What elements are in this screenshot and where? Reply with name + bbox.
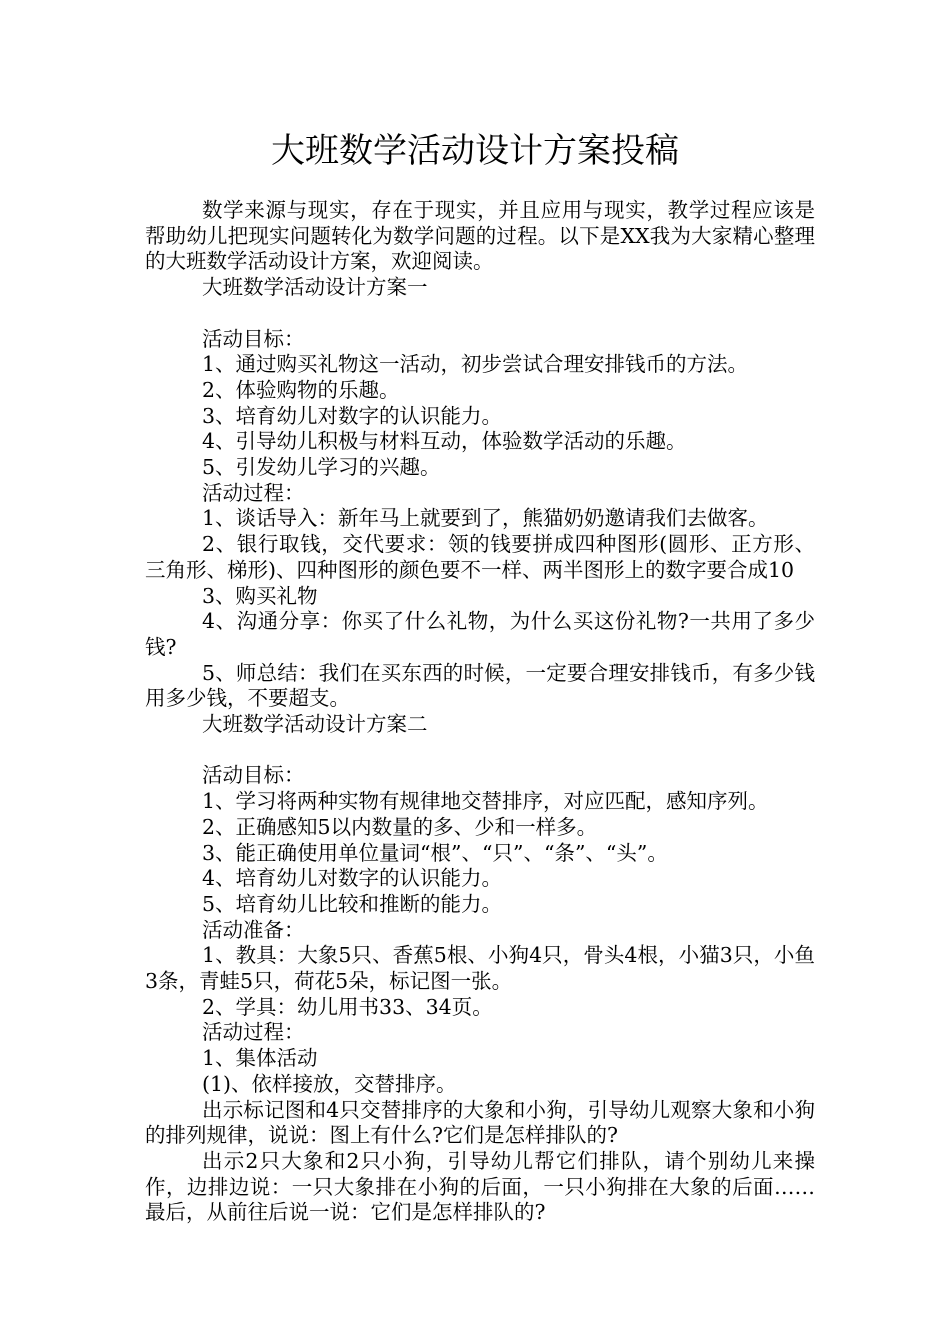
paragraph: 4、引导幼儿积极与材料互动，体验数学活动的乐趣。 [202,429,687,454]
paragraph: 3、购买礼物 [202,583,318,608]
document-title: 大班数学活动设计方案投稿 [271,131,679,171]
paragraph: 5、引发幼儿学习的兴趣。 [202,455,441,480]
paragraph: (1)、依样接放，交替排序。 [202,1071,457,1096]
paragraph: 出示2只大象和2只小狗，引导幼儿帮它们排队，请个别幼儿来操作，边排边说：一只大象排在小狗的后面，一只小狗排在大象的后面……最后，从前往后说一说：它们是怎样排队的? [145,1148,815,1225]
paragraph: 2、正确感知5以内数量的多、少和一样多。 [202,814,598,839]
blank-line [145,738,815,764]
paragraph: 5、培育幼儿比较和推断的能力。 [202,891,503,916]
paragraph: 3、能正确使用单位量词“根”、“只”、“条”、“头”。 [202,840,668,865]
paragraph: 1、学习将两种实物有规律地交替排序，对应匹配，感知序列。 [202,789,769,814]
paragraph: 4、培育幼儿对数字的认识能力。 [202,866,503,891]
paragraph: 4、沟通分享：你买了什么礼物，为什么买这份礼物?一共用了多少钱? [145,609,815,659]
paragraph: 1、集体活动 [202,1046,318,1071]
paragraph: 1、谈话导入：新年马上就要到了，熊猫奶奶邀请我们去做客。 [202,506,769,531]
blank-line [145,301,815,327]
paragraph: 1、通过购买礼物这一活动，初步尝试合理安排钱币的方法。 [202,352,749,377]
paragraph: 大班数学活动设计方案一 [202,275,428,300]
paragraph: 大班数学活动设计方案二 [202,712,428,737]
paragraph: 活动过程： [202,1020,305,1045]
paragraph: 5、师总结：我们在买东西的时候，一定要合理安排钱币，有多少钱用多少钱，不要超支。 [145,660,815,711]
paragraph: 出示标记图和4只交替排序的大象和小狗，引导幼儿观察大象和小狗的排列规律，说说：图上有什么?它们是怎样排队的? [145,1097,815,1148]
paragraph: 活动过程： [202,480,305,505]
paragraph: 2、体验购物的乐趣。 [202,377,400,402]
paragraph: 3、培育幼儿对数字的认识能力。 [202,403,503,428]
paragraph: 数学来源与现实，存在于现实，并且应用与现实，教学过程应该是帮助幼儿把现实问题转化为数学问题的过程。以下是XX我为大家精心整理的大班数学活动设计方案，欢迎阅读。 [145,198,815,274]
paragraph: 2、银行取钱，交代要求：领的钱要拼成四种图形(圆形、正方形、三角形、梯形)、四种图形的颜色要不一样、两半图形上的数字要合成10 [145,532,815,582]
paragraph: 活动目标： [202,763,305,788]
paragraph: 1、教具：大象5只、香蕉5根、小狗4只，骨头4根，小猫3只，小鱼3条，青蛙5只，荷花5朵，标记图一张。 [145,943,815,994]
document-body [145,198,815,1226]
paragraph: 活动准备： [202,917,305,942]
paragraph: 活动目标： [202,326,305,351]
paragraph: 2、学具：幼儿用书33、34页。 [202,994,493,1019]
